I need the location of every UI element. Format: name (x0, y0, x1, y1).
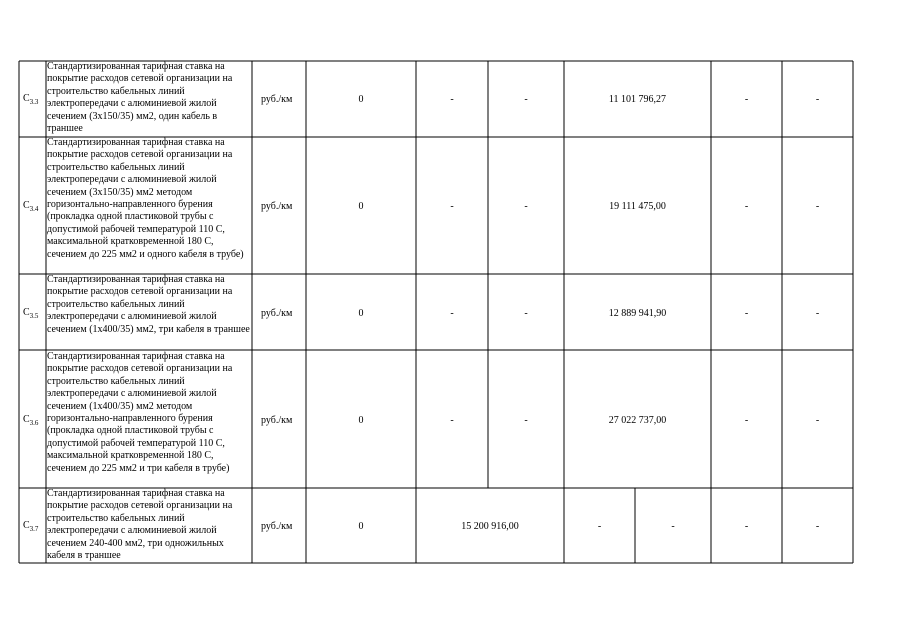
row-cell: 0 (358, 94, 364, 105)
row-cell: - (744, 521, 749, 532)
row-value: 15 200 916,00 (461, 521, 519, 532)
row-unit: руб./км (261, 521, 293, 532)
row-cell: 0 (358, 308, 364, 319)
row-cell: - (815, 415, 820, 426)
row-value: 12 889 941,90 (608, 308, 667, 319)
row-cell: - (671, 521, 675, 532)
row-cell: - (450, 94, 454, 105)
row-cell: - (815, 94, 820, 105)
row-cell: - (744, 415, 749, 426)
row-cell: - (450, 308, 454, 319)
row-unit: руб./км (261, 94, 293, 105)
row-cell: - (815, 308, 820, 319)
row-cell: - (597, 521, 602, 532)
row-description: Стандартизированная тарифная ставка на покрытие расходов сетевой организации на строительство кабельных линий электропередачи с алюминиевой жилой сечением 240-400 мм2, три одножильных кабеля в траншее (47, 488, 233, 562)
row-cell: 0 (358, 415, 364, 426)
row-cell: 0 (358, 521, 364, 532)
row-unit: руб./км (261, 201, 293, 212)
row-cell: - (524, 415, 528, 426)
row-cell: - (744, 308, 749, 319)
row-cell: - (450, 415, 454, 426)
row-value: 11 101 796,27 (608, 94, 667, 105)
row-description: Стандартизированная тарифная ставка на покрытие расходов сетевой организации на строительство кабельных линий электропередачи с алюминиевой жилой сечением (3x150/35) мм2, один кабель в траншее (47, 61, 233, 135)
row-unit: руб./км (261, 308, 293, 319)
row-code: $C_{3.6}$ (23, 414, 39, 427)
row-description: Стандартизированная тарифная ставка на покрытие расходов сетевой организации на строительство кабельных линий электропередачи с алюминиевой жилой сечением (3x150/35) мм2 методом горизонтально-направленного бурения (прокладка одной пластиковой трубы с допустимой рабочей температурой 110 С, максимальной кратковременной 180 С, сечением до 225 мм2 и одного кабеля в трубе) (47, 137, 244, 260)
row-code: $C_{3.3}$ (23, 93, 39, 106)
row-cell: - (524, 201, 528, 212)
row-cell: - (815, 201, 820, 212)
row-description: Стандартизированная тарифная ставка на покрытие расходов сетевой организации на строительство кабельных линий электропередачи с алюминиевой жилой сечением (1x400/35) мм2, три кабеля в траншее (47, 274, 250, 335)
row-cell: - (815, 521, 820, 532)
row-cell: 0 (358, 201, 364, 212)
row-cell: - (744, 94, 749, 105)
row-description: Стандартизированная тарифная ставка на покрытие расходов сетевой организации на строительство кабельных линий электропередачи с алюминиевой жилой сечением (1x400/35) мм2 методом горизонтально-направленного бурения (прокладка одной пластиковой трубы с допустимой рабочей температурой 110 С, максимальной кратковременной 180 С, сечением до 225 мм2 и три кабеля в трубе) (47, 351, 233, 474)
row-code: $C_{3.4}$ (23, 200, 39, 213)
row-cell: - (450, 201, 454, 212)
row-value: 19 111 475,00 (609, 201, 666, 212)
row-cell: - (524, 94, 528, 105)
row-cell: - (744, 201, 749, 212)
row-code: $C_{3.5}$ (23, 307, 39, 320)
row-value: 27 022 737,00 (608, 415, 667, 426)
row-code: $C_{3.7}$ (23, 520, 39, 533)
row-unit: руб./км (261, 415, 293, 426)
row-cell: - (524, 308, 528, 319)
